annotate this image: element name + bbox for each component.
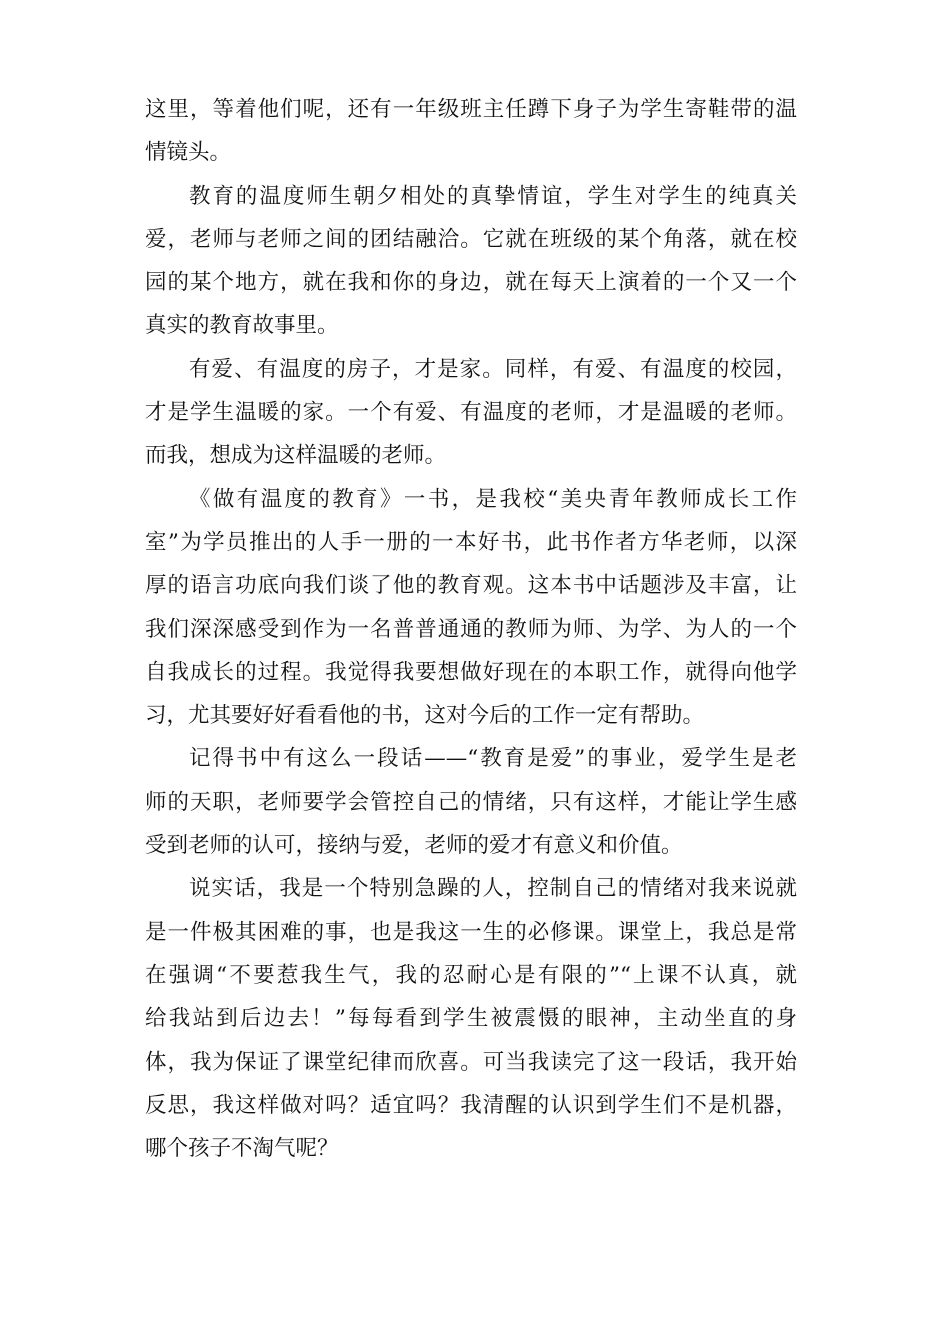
- paragraph-5: [145, 737, 797, 867]
- text-line: 室”为学员推出的人手一册的一本好书，此书作者方华老师，以深: [145, 529, 797, 555]
- paragraph-2: [145, 175, 797, 348]
- paragraph-1: [145, 88, 797, 175]
- text-line: 受到老师的认可，接纳与爱，老师的爱才有意义和价值。: [145, 833, 683, 859]
- text-line: 《做有温度的教育》一书，是我校“美央青年教师成长工作: [189, 486, 797, 512]
- text-line: 我们深深感受到作为一名普普通通的教师为师、为学、为人的一个: [145, 616, 797, 642]
- text-line: 是一件极其困难的事，也是我这一生的必修课。课堂上，我总是常: [145, 919, 797, 945]
- text-line: 给我站到后边去！”每每看到学生被震慑的眼神，主动坐直的身: [145, 1006, 797, 1032]
- text-line: 在强调“不要惹我生气，我的忍耐心是有限的”“上课不认真，就: [145, 962, 797, 988]
- text-line: 真实的教育故事里。: [145, 313, 339, 339]
- text-line: 爱，老师与老师之间的团结融洽。它就在班级的某个角落，就在校: [145, 226, 797, 252]
- paragraph-6: [145, 867, 797, 1170]
- text-line: 说实话，我是一个特别急躁的人，控制自己的情绪对我来说就: [189, 876, 797, 902]
- text-line: 教育的温度师生朝夕相处的真挚情谊，学生对学生的纯真关: [189, 183, 797, 209]
- text-line: 体，我为保证了课堂纪律而欣喜。可当我读完了这一段话，我开始: [145, 1049, 797, 1075]
- text-line: 记得书中有这么一段话——“教育是爱”的事业，爱学生是老: [189, 746, 797, 772]
- text-line: 园的某个地方，就在我和你的身边，就在每天上演着的一个又一个: [145, 270, 797, 296]
- text-line: 这里，等着他们呢，还有一年级班主任蹲下身子为学生寄鞋带的温: [145, 97, 797, 122]
- text-line: 哪个孩子不淘气呢？: [145, 1136, 339, 1162]
- text-line: 有爱、有温度的房子，才是家。同样，有爱、有温度的校园，: [189, 356, 797, 382]
- paragraph-3: [145, 348, 797, 478]
- text-line: 自我成长的过程。我觉得我要想做好现在的本职工作，就得向他学: [145, 659, 797, 685]
- text-line: 厚的语言功底向我们谈了他的教育观。这本书中话题涉及丰富，让: [145, 573, 797, 599]
- text-line: 习，尤其要好好看看他的书，这对今后的工作一定有帮助。: [145, 703, 705, 729]
- text-line: 才是学生温暖的家。一个有爱、有温度的老师，才是温暖的老师。: [145, 400, 797, 426]
- paragraph-4: [145, 478, 797, 738]
- text-line: 反思，我这样做对吗？适宜吗？我清醒的认识到学生们不是机器，: [145, 1092, 797, 1118]
- text-line: 而我，想成为这样温暖的老师。: [145, 443, 447, 469]
- text-line: 师的天职，老师要学会管控自己的情绪，只有这样，才能让学生感: [145, 789, 797, 815]
- document-page: [145, 88, 797, 1170]
- text-line: 情镜头。: [145, 140, 232, 166]
